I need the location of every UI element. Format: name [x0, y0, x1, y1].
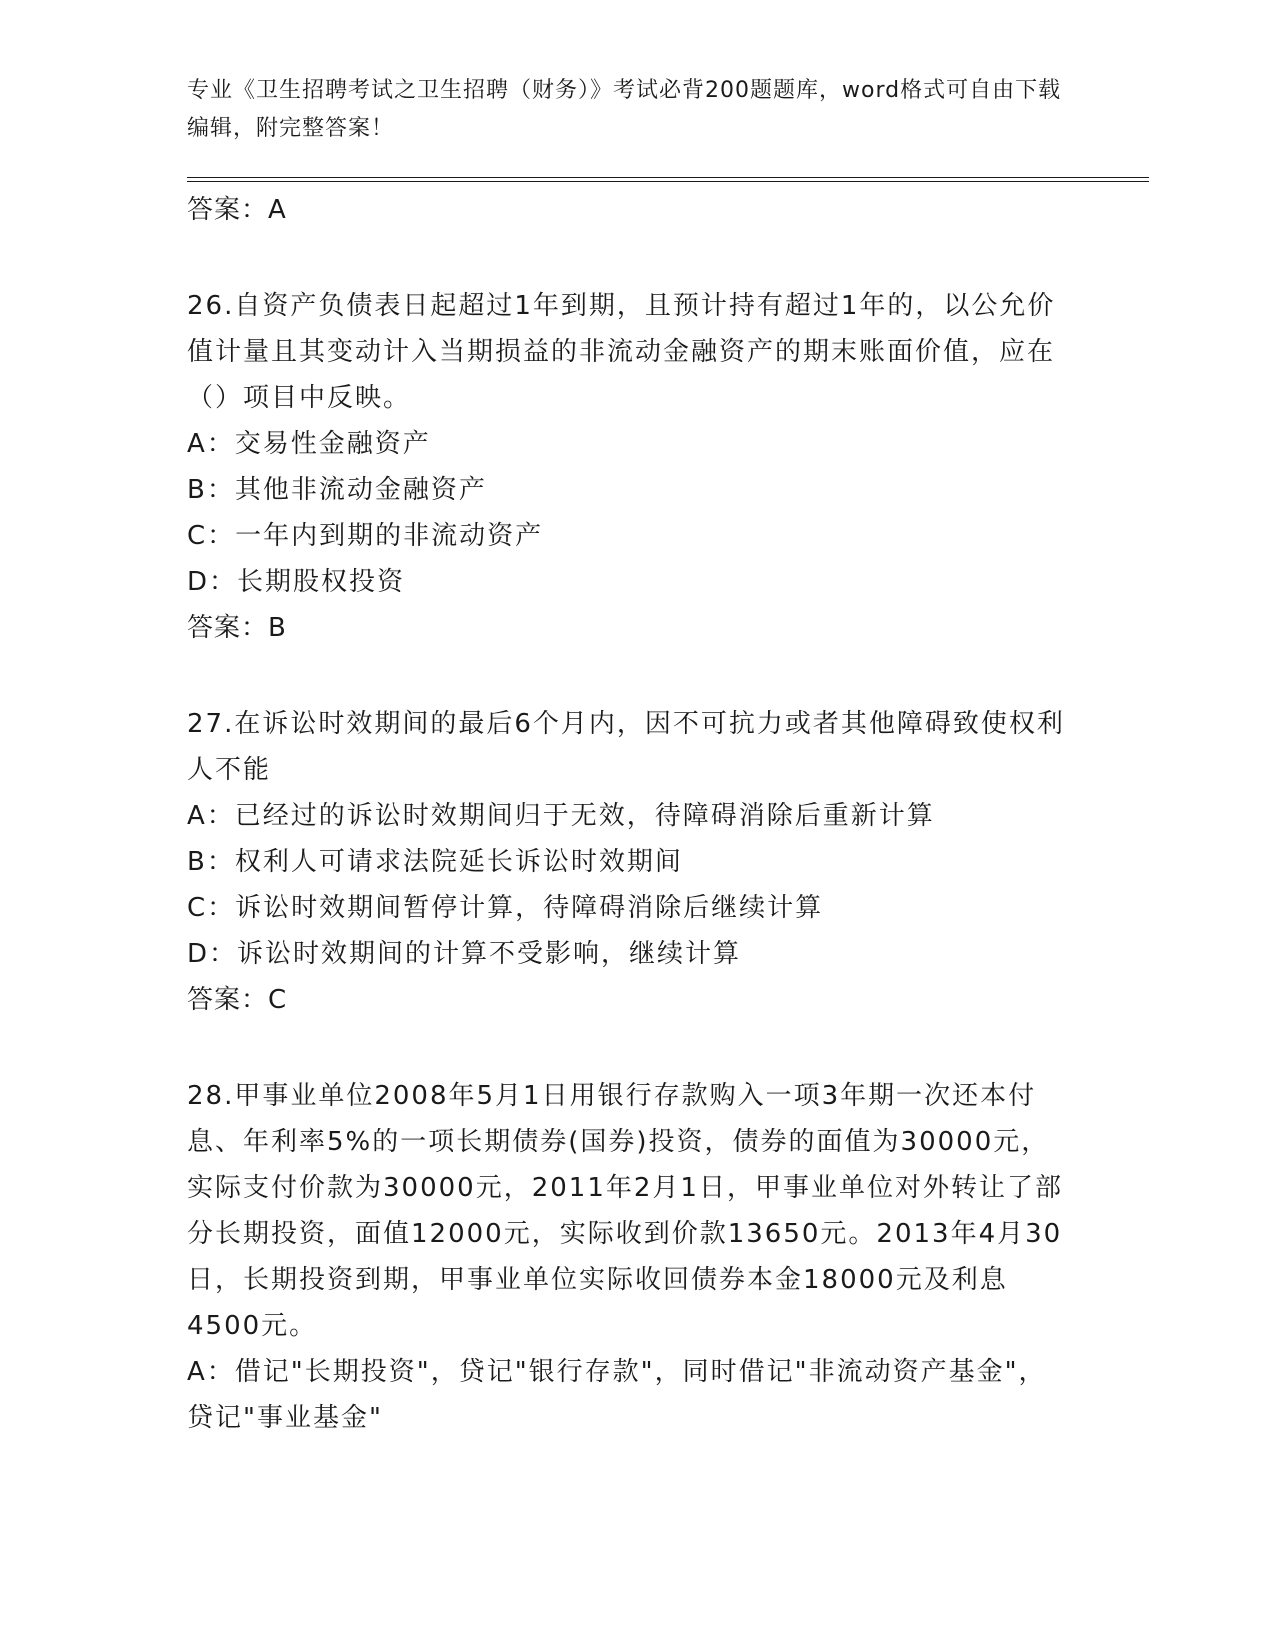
answer-line: 答案：B	[187, 613, 287, 643]
question-stem: 28.甲事业单位2008年5月1日用银行存款购入一项3年期一次还本付息、年利率5%的一项长期债券(国券)投资，债券的面值为30000元，实际支付价款为30000元，2011年2月1日，甲事业单位对外转让了部分长期投资，面值12000元，实际收到价款13650元。2013年4月30日，长期投资到期，甲事业单位实际收回债券本金18000元及利息4500元。	[187, 1081, 1063, 1341]
option-a: A：交易性金融资产	[187, 429, 431, 459]
question-list	[187, 187, 1067, 1441]
option-c: C：诉讼时效期间暂停计算，待障碍消除后继续计算	[187, 893, 824, 923]
question-26	[187, 283, 1067, 651]
option-a: A：借记"长期投资"，贷记"银行存款"，同时借记"非流动资产基金"，贷记"事业基金"	[187, 1357, 1047, 1433]
option-a: A：已经过的诉讼时效期间归于无效，待障碍消除后重新计算	[187, 801, 935, 831]
answer-line: 答案：C	[187, 985, 288, 1015]
question-27	[187, 701, 1067, 1023]
option-b: B：权利人可请求法院延长诉讼时效期间	[187, 847, 683, 877]
option-d: D：长期股权投资	[187, 567, 406, 597]
question-28	[187, 1073, 1067, 1441]
header-rule-top	[187, 177, 1149, 178]
question-stem: 27.在诉讼时效期间的最后6个月内，因不可抗力或者其他障碍致使权利人不能	[187, 709, 1065, 785]
header-rule-bottom	[187, 181, 1149, 182]
option-c: C：一年内到期的非流动资产	[187, 521, 544, 551]
option-b: B：其他非流动金融资产	[187, 475, 487, 505]
answer-line-25: 答案：A	[187, 195, 287, 225]
question-stem: 26.自资产负债表日起超过1年到期，且预计持有超过1年的，以公允价值计量且其变动计入当期损益的非流动金融资产的期末账面价值，应在（）项目中反映。	[187, 291, 1056, 413]
option-d: D：诉讼时效期间的计算不受影响，继续计算	[187, 939, 742, 969]
page-header: 专业《卫生招聘考试之卫生招聘（财务）》考试必背200题题库，word格式可自由下载编辑，附完整答案！	[187, 78, 1062, 141]
